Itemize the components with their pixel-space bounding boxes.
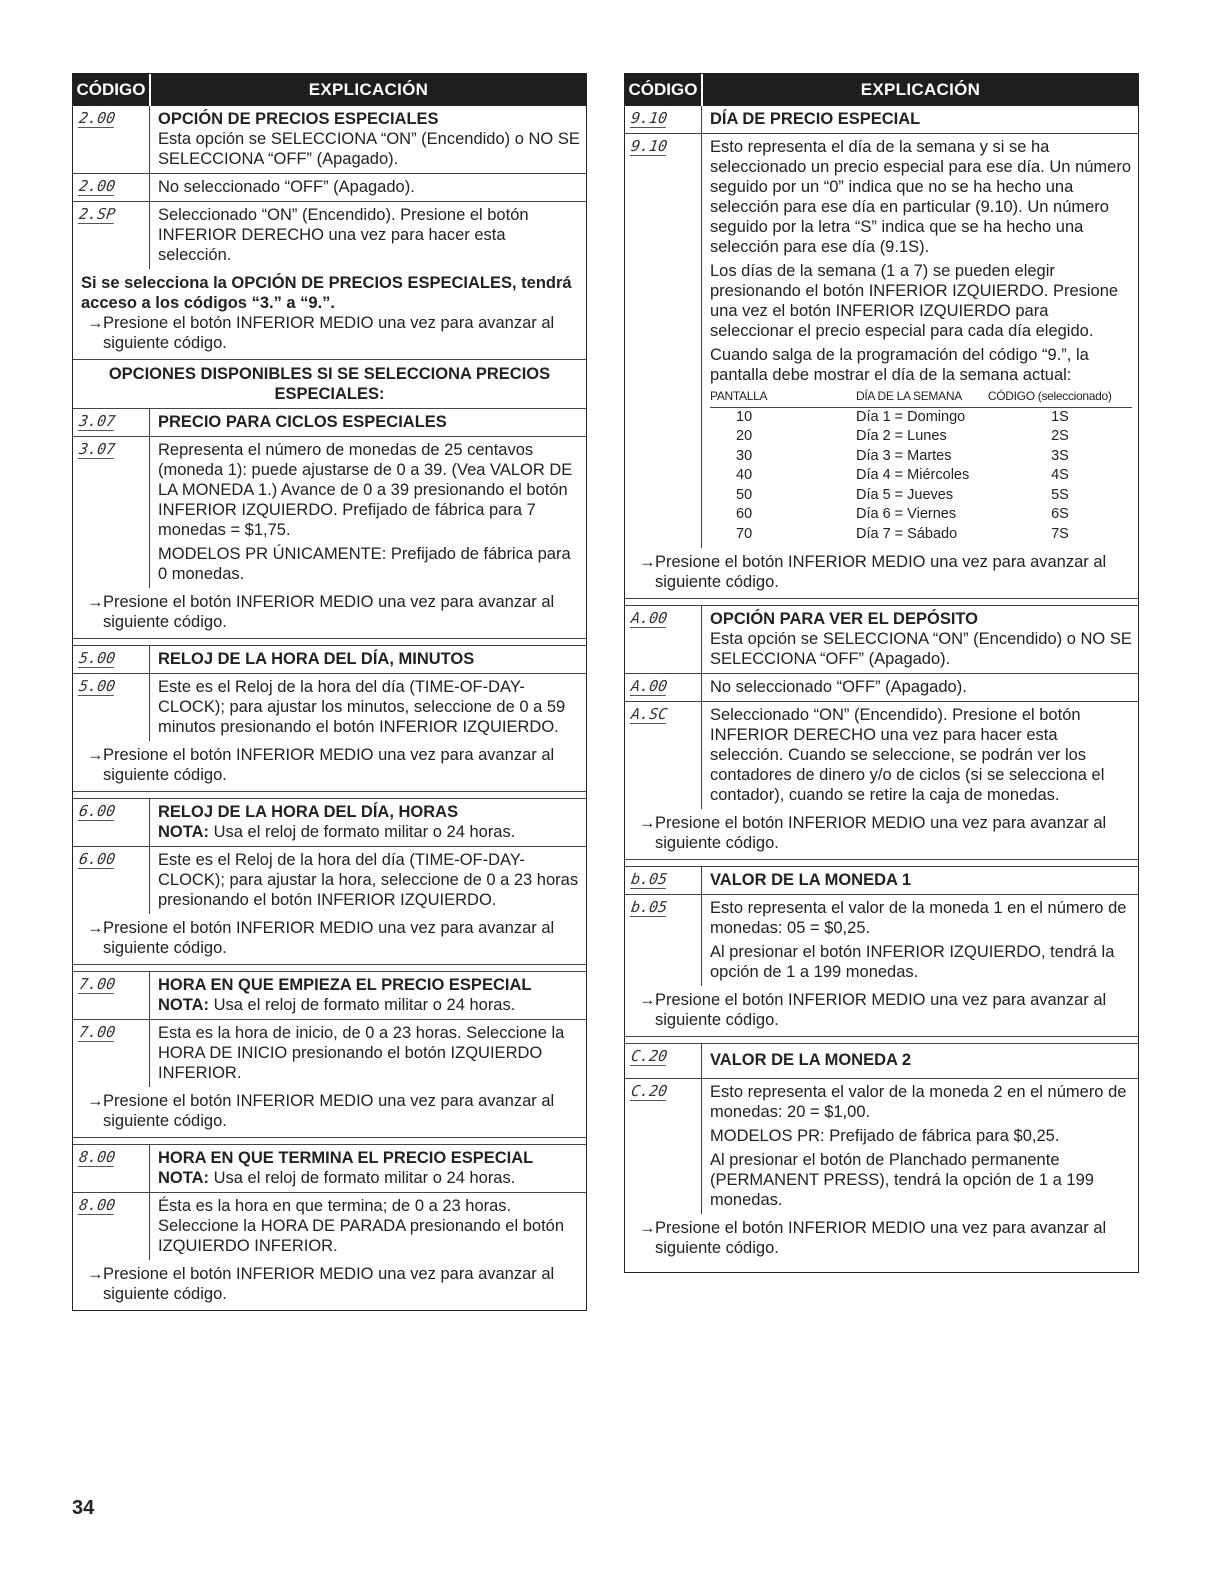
left-column — [72, 73, 587, 1311]
arrow-icon: → — [87, 1092, 104, 1110]
display-code: 2.00 — [77, 109, 117, 127]
code-row — [625, 1043, 1138, 1079]
section-footer — [625, 548, 1138, 599]
section-text: Al presionar el botón de Planchado permanente (PERMANENT PRESS), tendrá la opción de 1 a 199 monedas. — [710, 1151, 1094, 1209]
display-code: A.00 — [629, 677, 669, 695]
header-code: CÓDIGO — [73, 74, 151, 106]
section-text: MODELOS PR ÚNICAMENTE: Prefijado de fábrica para 0 monedas. — [158, 545, 571, 583]
header-explanation: EXPLICACIÓN — [308, 80, 429, 99]
display-code: C.20 — [629, 1082, 669, 1100]
display-code: C.20 — [629, 1047, 669, 1065]
section-text: Esto representa el día de la semana y si se ha seleccionado un precio especial para ese día. Un número seguido por un “0” indica que no se ha hecho una selección para ese día en particular (9.10). Un número seguido por la letra “S” indica que se ha hecho una selección para ese día (9.1S). — [710, 138, 1132, 256]
section-text: MODELOS PR: Prefijado de fábrica para $0,25. — [710, 1127, 1060, 1145]
section-text: Ésta es la hora en que termina; de 0 a 23 horas. Seleccione la HORA DE PARADA presionando el botón IZQUIERDO INFERIOR. — [149, 1193, 586, 1260]
arrow-icon: → — [639, 991, 656, 1009]
section-text: Seleccionado “ON” (Encendido). Presione el botón INFERIOR DERECHO una vez para hacer esta selección. Cuando se seleccione, se podrán ver los contadores de dinero y/o de ciclos (si se selecciona el contador), cuando se retire la caja de monedas. — [701, 702, 1138, 809]
code-row — [73, 1193, 586, 1260]
explanation-cell — [149, 799, 586, 846]
display-code: A.SC — [629, 705, 669, 723]
code-row — [625, 106, 1138, 134]
explanation-cell — [149, 972, 586, 1019]
section-text: Al presionar el botón INFERIOR IZQUIERDO, tendrá la opción de 1 a 199 monedas. — [710, 943, 1115, 981]
section-footer — [73, 1087, 586, 1138]
table-row: 20 Día 2 = Lunes 2S — [736, 428, 1069, 444]
advance-instruction: →Presione el botón INFERIOR MEDIO una vez para avanzar al siguiente código. — [639, 1219, 1107, 1257]
right-column — [624, 73, 1139, 1273]
advance-instruction: →Presione el botón INFERIOR MEDIO una vez para avanzar al siguiente código. — [87, 1265, 555, 1303]
section-footer — [73, 269, 586, 360]
block-title: OPCIONES DISPONIBLES SI SE SELECCIONA PRECIOS ESPECIALES: — [73, 360, 586, 409]
arrow-icon: → — [87, 1265, 104, 1283]
section-title: HORA EN QUE EMPIEZA EL PRECIO ESPECIAL — [158, 976, 532, 994]
code-row — [73, 437, 586, 588]
display-code: A.00 — [629, 609, 669, 627]
code-row — [73, 847, 586, 914]
display-code: 8.00 — [77, 1196, 117, 1214]
section-title: RELOJ DE LA HORA DEL DÍA, MINUTOS — [149, 646, 586, 673]
section-text: Representa el número de monedas de 25 centavos (moneda 1): puede ajustarse de 0 a 39. (Vea VALOR DE LA MONEDA 1.) Avance de 0 a 39 presionando el botón INFERIOR IZQUIERDO. Prefijado de fábrica para 7 monedas = $1,75. — [158, 441, 573, 539]
code-row — [73, 674, 586, 741]
explanation-cell — [701, 606, 1138, 673]
display-code: 7.00 — [77, 1023, 117, 1041]
code-row — [73, 106, 586, 174]
code-row — [625, 605, 1138, 674]
display-code: b.05 — [629, 870, 669, 888]
display-code: 7.00 — [77, 975, 117, 993]
advance-instruction: →Presione el botón INFERIOR MEDIO una vez para avanzar al siguiente código. — [87, 919, 555, 957]
section-title: OPCIÓN DE PRECIOS ESPECIALES — [158, 110, 439, 128]
section-title: HORA EN QUE TERMINA EL PRECIO ESPECIAL — [158, 1149, 534, 1167]
display-code: 3.07 — [77, 412, 117, 430]
advance-instruction: →Presione el botón INFERIOR MEDIO una vez para avanzar al siguiente código. — [87, 746, 555, 784]
display-code: 9.10 — [629, 109, 669, 127]
section-text: Seleccionado “ON” (Encendido). Presione el botón INFERIOR DERECHO una vez para hacer esta selección. — [149, 202, 586, 269]
arrow-icon: → — [639, 553, 656, 571]
display-code: 8.00 — [77, 1148, 117, 1166]
code-row — [625, 674, 1138, 702]
page-number: 34 — [72, 1497, 95, 1519]
advance-instruction: →Presione el botón INFERIOR MEDIO una vez para avanzar al siguiente código. — [639, 553, 1107, 591]
section-text: Este es el Reloj de la hora del día (TIME-OF-DAY-CLOCK); para ajustar la hora, seleccione de 0 a 23 horas presionando el botón INFERIOR IZQUIERDO. — [149, 847, 586, 914]
section-text: Los días de la semana (1 a 7) se pueden elegir presionando el botón INFERIOR IZQUIERDO. Presione una vez el botón INFERIOR IZQUIERDO para seleccionar el precio especial para cada día elegido. — [710, 262, 1119, 340]
code-row — [73, 1020, 586, 1087]
code-row — [625, 1079, 1138, 1214]
header-explanation: EXPLICACIÓN — [860, 80, 981, 99]
code-row — [73, 409, 586, 437]
section-title: VALOR DE LA MONEDA 1 — [701, 867, 1138, 894]
section-footer — [73, 588, 586, 639]
advance-instruction: →Presione el botón INFERIOR MEDIO una vez para avanzar al siguiente código. — [87, 1092, 555, 1130]
table-header-cell: DÍA DE LA SEMANA — [856, 387, 988, 407]
advance-instruction: →Presione el botón INFERIOR MEDIO una vez para avanzar al siguiente código. — [87, 314, 555, 352]
table-row: 40 Día 4 = Miércoles 4S — [736, 467, 1069, 483]
arrow-icon: → — [87, 593, 104, 611]
display-code: 5.00 — [77, 649, 117, 667]
table-header — [73, 74, 586, 106]
section-footer — [625, 809, 1138, 860]
advance-instruction: →Presione el botón INFERIOR MEDIO una vez para avanzar al siguiente código. — [639, 814, 1107, 852]
note-line: NOTA: Usa el reloj de formato militar o 24 horas. — [158, 1169, 516, 1187]
code-row — [73, 174, 586, 202]
display-code: b.05 — [629, 898, 669, 916]
note-line: NOTA: Usa el reloj de formato militar o 24 horas. — [158, 823, 516, 841]
section-footer — [625, 1214, 1138, 1272]
display-code: 6.00 — [77, 850, 117, 868]
section-title: DÍA DE PRECIO ESPECIAL — [701, 106, 1138, 133]
header-code: CÓDIGO — [625, 74, 703, 106]
table-header-cell: CÓDIGO (seleccionado) — [988, 387, 1132, 407]
section-title: RELOJ DE LA HORA DEL DÍA, HORAS — [158, 803, 459, 821]
display-code: 5.00 — [77, 677, 117, 695]
code-row — [625, 702, 1138, 809]
table-row: 70 Día 7 = Sábado 7S — [736, 525, 1069, 542]
display-code: 6.00 — [77, 802, 117, 820]
section-title: OPCIÓN PARA VER EL DEPÓSITO — [710, 610, 979, 628]
note-line: NOTA: Usa el reloj de formato militar o 24 horas. — [158, 996, 516, 1014]
bold-note: Si se selecciona la OPCIÓN DE PRECIOS ESPECIALES, tendrá acceso a los códigos “3.” a “9.”. — [81, 274, 572, 312]
arrow-icon: → — [639, 814, 656, 832]
code-row — [73, 798, 586, 847]
advance-instruction: →Presione el botón INFERIOR MEDIO una vez para avanzar al siguiente código. — [639, 991, 1107, 1029]
section-text: Esto representa el valor de la moneda 2 en el número de monedas: 20 = $1,00. — [710, 1083, 1127, 1121]
explanation-cell — [701, 1079, 1138, 1214]
code-row — [625, 895, 1138, 986]
code-row — [625, 866, 1138, 895]
code-row — [73, 645, 586, 674]
section-text: Esto representa el valor de la moneda 1 en el número de monedas: 05 = $0,25. — [710, 899, 1127, 937]
code-row — [73, 971, 586, 1020]
explanation-cell — [149, 106, 586, 173]
explanation-cell — [701, 134, 1138, 548]
table-row: 50 Día 5 = Jueves 5S — [736, 486, 1069, 503]
section-text: Este es el Reloj de la hora del día (TIME-OF-DAY-CLOCK); para ajustar los minutos, seleccione de 0 a 59 minutos presionando el botón INFERIOR IZQUIERDO. — [149, 674, 586, 741]
advance-instruction: →Presione el botón INFERIOR MEDIO una vez para avanzar al siguiente código. — [87, 593, 555, 631]
section-footer — [625, 986, 1138, 1037]
explanation-cell — [149, 437, 586, 588]
section-text: No seleccionado “OFF” (Apagado). — [701, 674, 1138, 701]
section-footer — [73, 1260, 586, 1310]
display-code: 2.00 — [77, 177, 117, 195]
section-title: VALOR DE LA MONEDA 2 — [701, 1044, 1138, 1078]
display-code: 3.07 — [77, 440, 117, 458]
day-table — [710, 387, 1132, 544]
table-row: 60 Día 6 = Viernes 6S — [736, 506, 1069, 522]
explanation-cell — [149, 1145, 586, 1192]
arrow-icon: → — [87, 746, 104, 764]
arrow-icon: → — [87, 314, 104, 332]
display-code: 2.SP — [77, 205, 117, 223]
code-row — [73, 1144, 586, 1193]
table-row: 10 Día 1 = Domingo 1S — [736, 408, 1069, 425]
arrow-icon: → — [639, 1219, 656, 1237]
section-footer — [73, 741, 586, 792]
table-row: 30 Día 3 = Martes 3S — [736, 447, 1069, 464]
display-code: 9.10 — [629, 137, 669, 155]
table-header-cell: PANTALLA — [710, 387, 856, 407]
section-text: Esta opción se SELECCIONA “ON” (Encendido) o NO SE SELECCIONA “OFF” (Apagado). — [158, 130, 580, 168]
section-title: PRECIO PARA CICLOS ESPECIALES — [149, 409, 586, 436]
code-row — [625, 134, 1138, 548]
section-footer — [73, 914, 586, 965]
code-row — [73, 202, 586, 269]
section-text: Esta opción se SELECCIONA “ON” (Encendido) o NO SE SELECCIONA “OFF” (Apagado). — [710, 630, 1132, 668]
section-text: Cuando salga de la programación del código “9.”, la pantalla debe mostrar el día de la semana actual: — [710, 346, 1089, 384]
section-text: Esta es la hora de inicio, de 0 a 23 horas. Seleccione la HORA DE INICIO presionando el botón IZQUIERDO INFERIOR. — [149, 1020, 586, 1087]
section-text: No seleccionado “OFF” (Apagado). — [149, 174, 586, 201]
table-header — [625, 74, 1138, 106]
arrow-icon: → — [87, 919, 104, 937]
explanation-cell — [701, 895, 1138, 986]
